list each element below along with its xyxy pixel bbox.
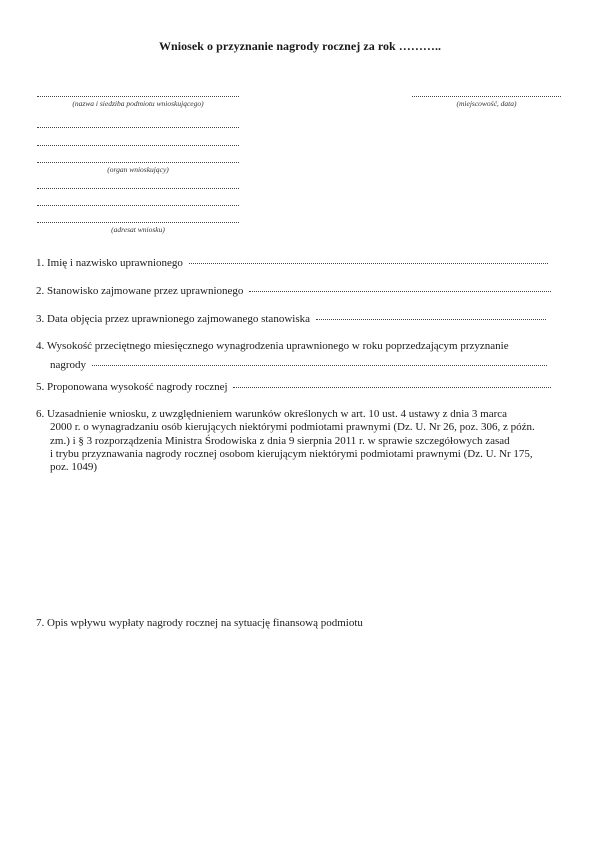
item-4-field[interactable] xyxy=(92,365,547,366)
item-5-field[interactable] xyxy=(233,387,551,388)
item-number: 1. xyxy=(36,257,45,269)
item-2-field[interactable] xyxy=(249,291,551,292)
addressee-caption: (adresat wniosku) xyxy=(111,225,165,234)
item-number: 5. xyxy=(36,381,45,393)
document-title: Wniosek o przyznanie nagrody rocznej za rok ……….. xyxy=(158,39,442,53)
addressee-field-line-3[interactable] xyxy=(37,222,239,223)
item-4 xyxy=(36,340,509,353)
item-continuation-label: nagrody xyxy=(50,359,87,371)
item-number: 3. xyxy=(36,313,45,325)
item-6-line-4: i trybu przyznawania nagrody rocznej osobom kierującym niektórymi podmiotami prawnymi (Dz. U. Nr 175, xyxy=(50,447,533,460)
place-date-field[interactable] xyxy=(412,96,561,97)
item-label: Data objęcia przez uprawnionego zajmowanego stanowiska xyxy=(47,313,310,325)
organ-field-line-2[interactable] xyxy=(37,145,239,146)
item-7-answer-area[interactable] xyxy=(36,635,556,815)
organ-field-line-3[interactable] xyxy=(37,162,239,163)
item-6-line-3: zm.) i § 3 rozporządzenia Ministra Środowiska z dnia 9 sierpnia 2011 r. w sprawie szczegółowych zasad xyxy=(50,434,510,447)
item-6-line-2: 2000 r. o wynagradzaniu osób kierujących niektórymi podmiotami prawnymi (Dz. U. Nr 26, poz. 306, z późn. xyxy=(50,421,535,434)
organ-caption: (organ wnioskujący) xyxy=(107,165,169,174)
item-number: 4. xyxy=(36,340,45,352)
applicant-name-field[interactable] xyxy=(37,96,239,97)
item-number: 2. xyxy=(36,285,45,297)
item-1 xyxy=(36,257,548,270)
item-label: Stanowisko zajmowane przez uprawnionego xyxy=(47,285,244,297)
addressee-field-line-1[interactable] xyxy=(37,188,239,189)
item-label: Wysokość przeciętnego miesięcznego wynagrodzenia uprawnionego w roku poprzedzającym przyznanie xyxy=(46,340,509,352)
item-5 xyxy=(36,381,551,394)
item-7 xyxy=(36,617,363,630)
item-4-continuation xyxy=(50,359,547,372)
item-label: Proponowana wysokość nagrody rocznej xyxy=(47,381,228,393)
item-2 xyxy=(36,285,551,298)
item-number: 6. xyxy=(36,408,45,420)
item-3-field[interactable] xyxy=(316,319,546,320)
applicant-caption: (nazwa i siedziba podmiotu wnioskującego) xyxy=(72,99,204,108)
item-6 xyxy=(36,408,556,474)
addressee-field-line-2[interactable] xyxy=(37,205,239,206)
item-6-line-5: poz. 1049) xyxy=(50,461,98,474)
item-6-answer-area[interactable] xyxy=(36,478,556,608)
item-1-field[interactable] xyxy=(189,263,548,264)
organ-field-line-1[interactable] xyxy=(37,127,239,128)
item-number: 7. xyxy=(36,617,45,629)
place-date-caption: (miejscowość, data) xyxy=(456,99,517,108)
item-3 xyxy=(36,313,546,326)
item-label: Opis wpływu wypłaty nagrody rocznej na sytuację finansową podmiotu xyxy=(47,617,363,629)
item-label: Imię i nazwisko uprawnionego xyxy=(47,257,183,269)
item-6-line-1: 6. Uzasadnienie wniosku, z uwzględnieniem warunków określonych w art. 10 ust. 4 ustawy z dnia 3 marca xyxy=(36,408,508,420)
